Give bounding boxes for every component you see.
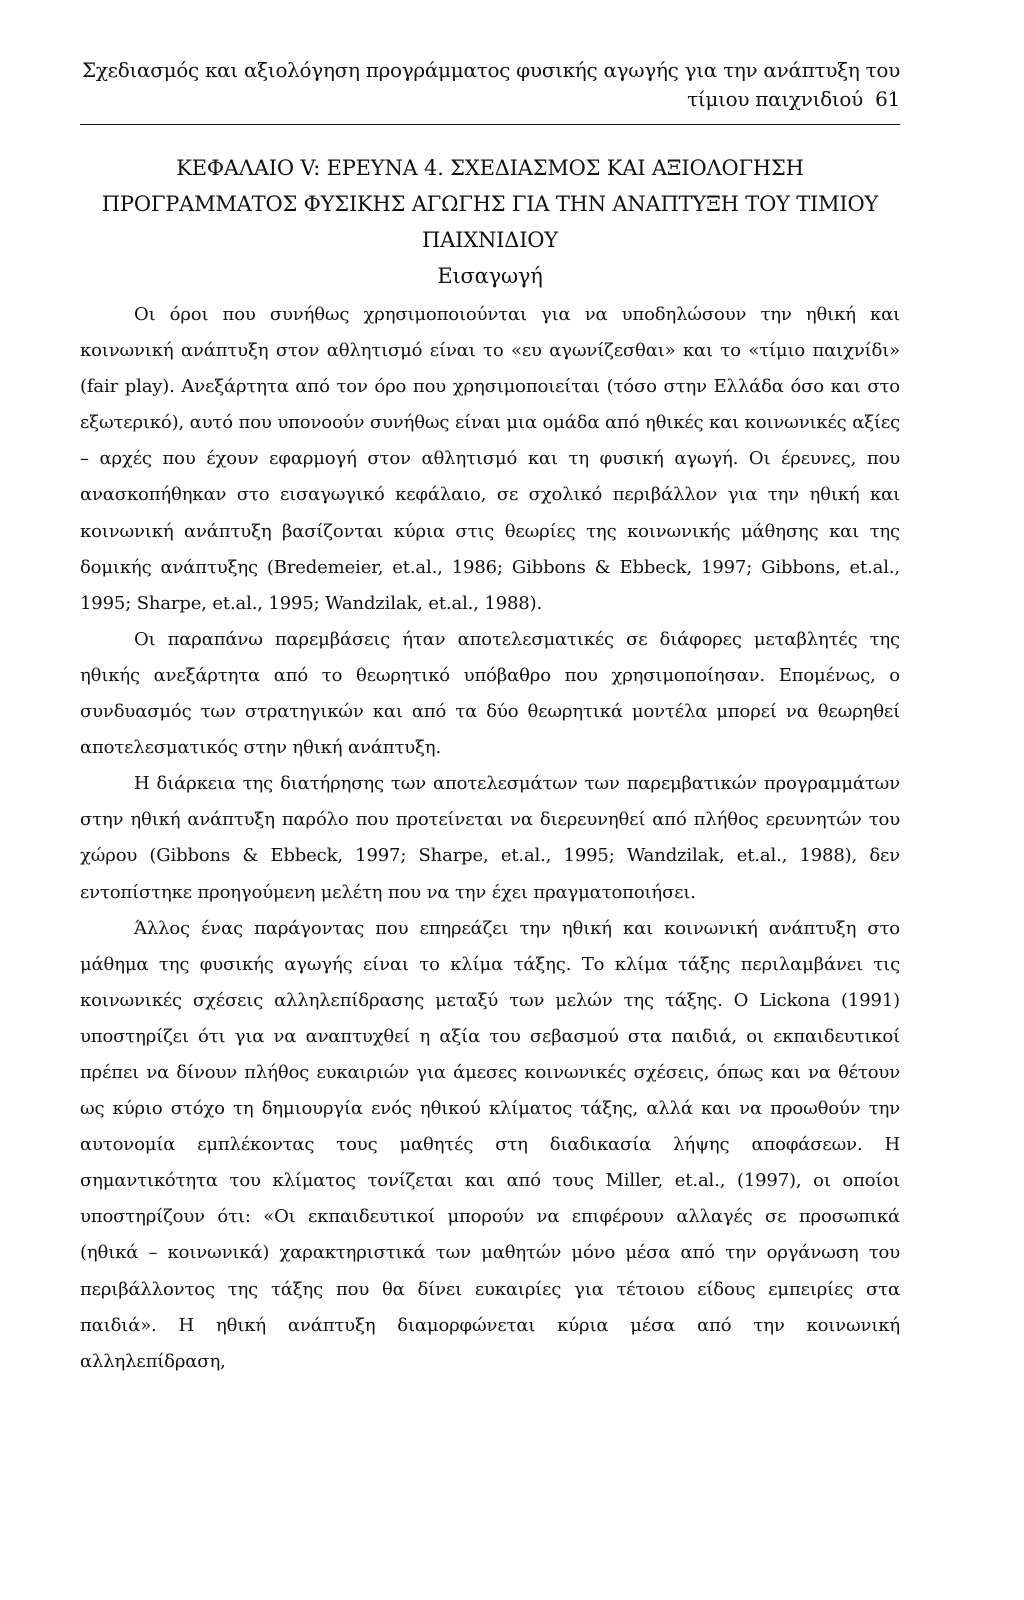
- paragraph: Άλλος ένας παράγοντας που επηρεάζει την ηθική και κοινωνική ανάπτυξη στο μάθημα της φυσικής αγωγής είναι το κλίμα τάξης. Το κλίμα τάξης περιλαμβάνει τις κοινωνικές σχέσεις αλληλεπίδρασης μεταξύ των μελών της τάξης. Ο Lickona (1991) υποστηρίζει ότι για να αναπτυχθεί η αξία του σεβασμού στα παιδιά, οι εκπαιδευτικοί πρέπει να δίνουν πλήθος ευκαιριών για άμεσες κοινωνικές σχέσεις, όπως και να θέτουν ως κύριο στόχο τη δημιουργία ενός ηθικού κλίματος τάξης, αλλά και να προωθούν την αυτονομία εμπλέκοντας τους μαθητές στη διαδικασία λήψης αποφάσεων. Η σημαντικότητα του κλίματος τονίζεται και από τους Miller, et.al., (1997), οι οποίοι υποστηρίζουν ότι: «Οι εκπαιδευτικοί μπορούν να επιφέρουν αλλαγές σε προσωπικά (ηθικά – κοινωνικά) χαρακτηριστικά των μαθητών μόνο μέσα από την οργάνωση του περιβάλλοντος της τάξης που θα δίνει ευκαιρίες για τέτοιου είδους εμπειρίες στα παιδιά». Η ηθική ανάπτυξη διαμορφώνεται κύρια μέσα από την κοινωνική αλληλεπίδραση,: [80, 917, 900, 1372]
- paragraph: Οι παραπάνω παρεμβάσεις ήταν αποτελεσματικές σε διάφορες μεταβλητές της ηθικής ανεξάρτητα από το θεωρητικό υπόβαθρο που χρησιμοποίησαν. Επομένως, ο συνδυασμός των στρατηγικών και από τα δύο θεωρητικά μοντέλα μπορεί να θεωρηθεί αποτελεσματικός στην ηθική ανάπτυξη.: [80, 628, 900, 759]
- section-title: Εισαγωγή: [437, 264, 543, 288]
- paragraph: Οι όροι που συνήθως χρησιμοποιούνται για να υποδηλώσουν την ηθική και κοινωνική ανάπτυξη στον αθλητισμό είναι το «ευ αγωνίζεσθαι» και το «τίμιο παιχνίδι» (fair play). Ανεξάρτητα από τον όρο που χρησιμοποιείται (τόσο στην Ελλάδα όσο και στο εξωτερικό), αυτό που υπονοούν συνήθως είναι μια ομάδα από ηθικές και κοινωνικές αξίες – αρχές που έχουν εφαρμογή στον αθλητισμό και τη φυσική αγωγή. Οι έρευνες, που ανασκοπήθηκαν στο εισαγωγικό κεφάλαιο, σε σχολικό περιβάλλον για την ηθική και κοινωνική ανάπτυξη βασίζονται κύρια στις θεωρίες της κοινωνικής μάθησης και της δομικής ανάπτυξης (Bredemeier, et.al., 1986; Gibbons & Ebbeck, 1997; Gibbons, et.al., 1995; Sharpe, et.al., 1995; Wandzilak, et.al., 1988).: [80, 304, 900, 614]
- chapter-heading: [80, 150, 900, 294]
- running-header: [80, 56, 900, 114]
- header-rule: [80, 124, 900, 125]
- chapter-title-line-1: ΚΕΦΑΛΑΙΟ V: ΕΡΕΥΝΑ 4. ΣΧΕΔΙΑΣΜΟΣ ΚΑΙ ΑΞΙΟΛΟΓΗΣΗ: [176, 156, 804, 180]
- body-text: [80, 297, 900, 1380]
- chapter-title-line-2: ΠΡΟΓΡΑΜΜΑΤΟΣ ΦΥΣΙΚΗΣ ΑΓΩΓΗΣ ΓΙΑ ΤΗΝ ΑΝΑΠΤΥΞΗ ΤΟΥ ΤΙΜΙΟΥ: [101, 192, 879, 216]
- paragraph: Η διάρκεια της διατήρησης των αποτελεσμάτων των παρεμβατικών προγραμμάτων στην ηθική ανάπτυξη παρόλο που προτείνεται να διερευνηθεί από πλήθος ερευνητών του χώρου (Gibbons & Ebbeck, 1997; Sharpe, et.al., 1995; Wandzilak, et.al., 1988), δεν εντοπίστηκε προηγούμενη μελέτη που να την έχει πραγματοποιήσει.: [80, 773, 900, 903]
- running-title: Σχεδιασμός και αξιολόγηση προγράμματος φυσικής αγωγής για την ανάπτυξη του τίμιου παιχνιδιού: [82, 58, 900, 111]
- chapter-title-line-3: ΠΑΙΧΝΙΔΙΟΥ: [422, 228, 558, 252]
- page-number: 61: [875, 87, 900, 111]
